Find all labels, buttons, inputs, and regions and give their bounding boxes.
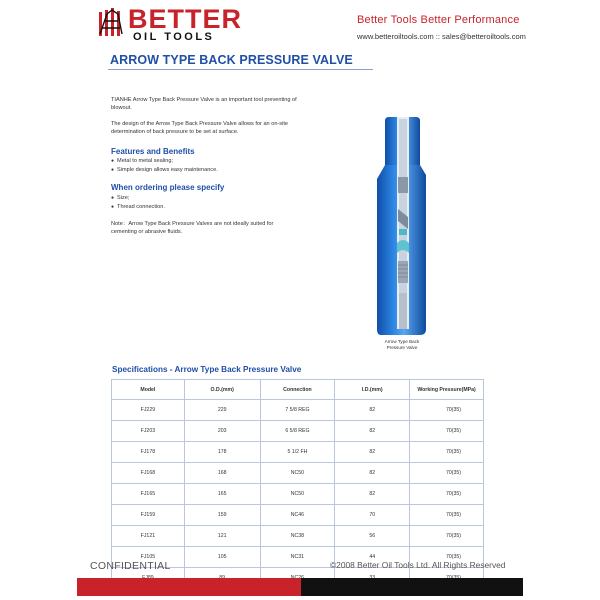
- table-row: [112, 421, 484, 442]
- tagline: Better Tools Better Performance: [357, 14, 520, 26]
- cell-id: 70: [335, 505, 410, 526]
- logo-derrick-icon: [97, 8, 125, 38]
- cell-model: FJ229: [112, 400, 185, 421]
- cell-working-pressure: 70(35): [410, 547, 484, 568]
- table-row: [112, 400, 484, 421]
- confidential-label: CONFIDENTIAL: [90, 560, 171, 572]
- table-row: [112, 484, 484, 505]
- specifications-table: [111, 379, 484, 589]
- logo-word-oil-tools: OIL TOOLS: [133, 31, 215, 43]
- cell-id: 82: [335, 484, 410, 505]
- cell-connection: NC31: [260, 547, 335, 568]
- valve-illustration: [375, 117, 430, 337]
- cell-connection: NC50: [260, 484, 335, 505]
- table-row: [112, 526, 484, 547]
- column-header: O.D.(mm): [184, 380, 260, 400]
- cell-model: FJ178: [112, 442, 185, 463]
- cell-working-pressure: 70(35): [410, 505, 484, 526]
- cell-working-pressure: 70(35): [410, 400, 484, 421]
- logo-word-better: BETTER: [128, 4, 242, 34]
- design-paragraph: The design of the Arrow Type Back Pressure Valve allows for an on-site determination of back pressure to be set at surface.: [111, 121, 289, 135]
- column-header: Connection: [260, 380, 335, 400]
- intro-paragraph: TIANHE Arrow Type Back Pressure Valve is an important tool preventing of blowout.: [111, 97, 297, 111]
- cell-model: FJ121: [112, 526, 185, 547]
- list-item: ● Thread connection.: [111, 203, 165, 212]
- table-row: [112, 463, 484, 484]
- cell-model: FJ165: [112, 484, 185, 505]
- cell-working-pressure: 70(35): [410, 484, 484, 505]
- column-header: Model: [112, 380, 185, 400]
- note-paragraph: Note：Arrow Type Back Pressure Valves are not ideally suited for cementing or abrasive fluids.: [111, 221, 274, 235]
- cell-id: 44: [335, 547, 410, 568]
- cell-od: 203: [184, 421, 260, 442]
- cell-id: 82: [335, 400, 410, 421]
- footer-bar-black: [301, 578, 523, 596]
- cell-working-pressure: 70(35): [410, 463, 484, 484]
- ordering-heading: When ordering please specify: [111, 183, 225, 192]
- list-item: ● Simple design allows easy maintenance.: [111, 166, 218, 175]
- title-divider: [108, 69, 373, 70]
- cell-od: 229: [184, 400, 260, 421]
- table-row: [112, 442, 484, 463]
- cell-working-pressure: 70(35): [410, 526, 484, 547]
- copyright-notice: ©2008 Better Oil Tools Ltd. All Rights Reserved: [330, 560, 506, 570]
- cell-id: 82: [335, 463, 410, 484]
- table-header-row: [112, 380, 484, 400]
- list-item: ● Size;: [111, 194, 165, 203]
- table-row: [112, 505, 484, 526]
- cell-id: 82: [335, 421, 410, 442]
- document-title: ARROW TYPE BACK PRESSURE VALVE: [110, 53, 353, 67]
- contact-line: www.betteroiltools.com :: sales@betteroiltools.com: [357, 32, 526, 41]
- footer-bar-red: [77, 578, 301, 596]
- cell-id: 82: [335, 442, 410, 463]
- cell-connection: 7 5/8 REG: [260, 400, 335, 421]
- cell-connection: 6 5/8 REG: [260, 421, 335, 442]
- cell-model: FJ168: [112, 463, 185, 484]
- cell-od: 121: [184, 526, 260, 547]
- cell-od: 165: [184, 484, 260, 505]
- ordering-list: [111, 194, 165, 211]
- cell-od: 178: [184, 442, 260, 463]
- column-header: I.D.(mm): [335, 380, 410, 400]
- cell-od: 168: [184, 463, 260, 484]
- cell-connection: NC50: [260, 463, 335, 484]
- features-heading: Features and Benefits: [111, 147, 195, 156]
- specifications-heading: Specifications - Arrow Type Back Pressure Valve: [112, 365, 302, 374]
- cell-od: 105: [184, 547, 260, 568]
- features-list: [111, 157, 218, 174]
- cell-model: FJ105: [112, 547, 185, 568]
- cell-connection: NC38: [260, 526, 335, 547]
- cell-working-pressure: 70(35): [410, 421, 484, 442]
- cell-connection: 5 1/2 FH: [260, 442, 335, 463]
- image-caption: Arrow Type Back Pressure Valve: [384, 339, 420, 350]
- cell-connection: NC46: [260, 505, 335, 526]
- list-item: ● Metal to metal sealing;: [111, 157, 218, 166]
- cell-model: FJ159: [112, 505, 185, 526]
- cell-model: FJ203: [112, 421, 185, 442]
- cell-working-pressure: 70(35): [410, 442, 484, 463]
- cell-od: 159: [184, 505, 260, 526]
- cell-id: 56: [335, 526, 410, 547]
- column-header: Working Pressure(MPa): [410, 380, 484, 400]
